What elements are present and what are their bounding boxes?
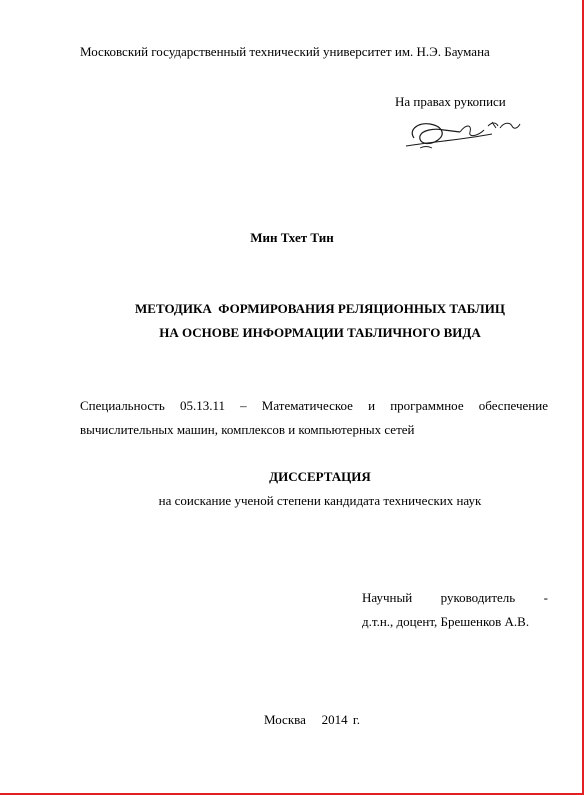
specialty-word: и xyxy=(368,398,376,413)
supervisor-word: руководитель xyxy=(440,590,516,605)
specialty-word: обеспечение xyxy=(478,398,548,413)
specialty-line-2: вычислительных машин, комплексов и компьютерных сетей xyxy=(80,422,415,437)
handwritten-signature xyxy=(400,110,524,152)
specialty-word: Специальность xyxy=(80,398,165,413)
rights-note: На правах рукописи xyxy=(395,94,506,109)
specialty-word: Математическое xyxy=(261,398,353,413)
supervisor-word: Научный xyxy=(362,590,413,605)
author-name: Мин Тхет Тин xyxy=(250,230,334,245)
supervisor-word: - xyxy=(543,590,548,605)
supervisor-line-1 xyxy=(362,590,548,606)
specialty-word: 05.13.11 xyxy=(179,398,225,413)
university-name: Московский государственный технический университет им. Н.Э. Баумана xyxy=(80,44,490,59)
dissertation-title-line-2: НА ОСНОВЕ ИНФОРМАЦИИ ТАБЛИЧНОГО ВИДА xyxy=(159,325,481,340)
city-year: Москва 2014 г. xyxy=(264,712,360,727)
specialty-line-1 xyxy=(80,398,548,414)
dissertation-subtitle: на соискание ученой степени кандидата технических наук xyxy=(158,493,482,508)
specialty-word: – xyxy=(240,398,247,413)
dissertation-heading: ДИССЕРТАЦИЯ xyxy=(269,469,371,484)
dissertation-title-line-1: МЕТОДИКА ФОРМИРОВАНИЯ РЕЛЯЦИОННЫХ ТАБЛИЦ xyxy=(135,301,505,316)
supervisor-line-2: д.т.н., доцент, Брешенков А.В. xyxy=(362,614,530,629)
specialty-word: программное xyxy=(390,398,464,413)
